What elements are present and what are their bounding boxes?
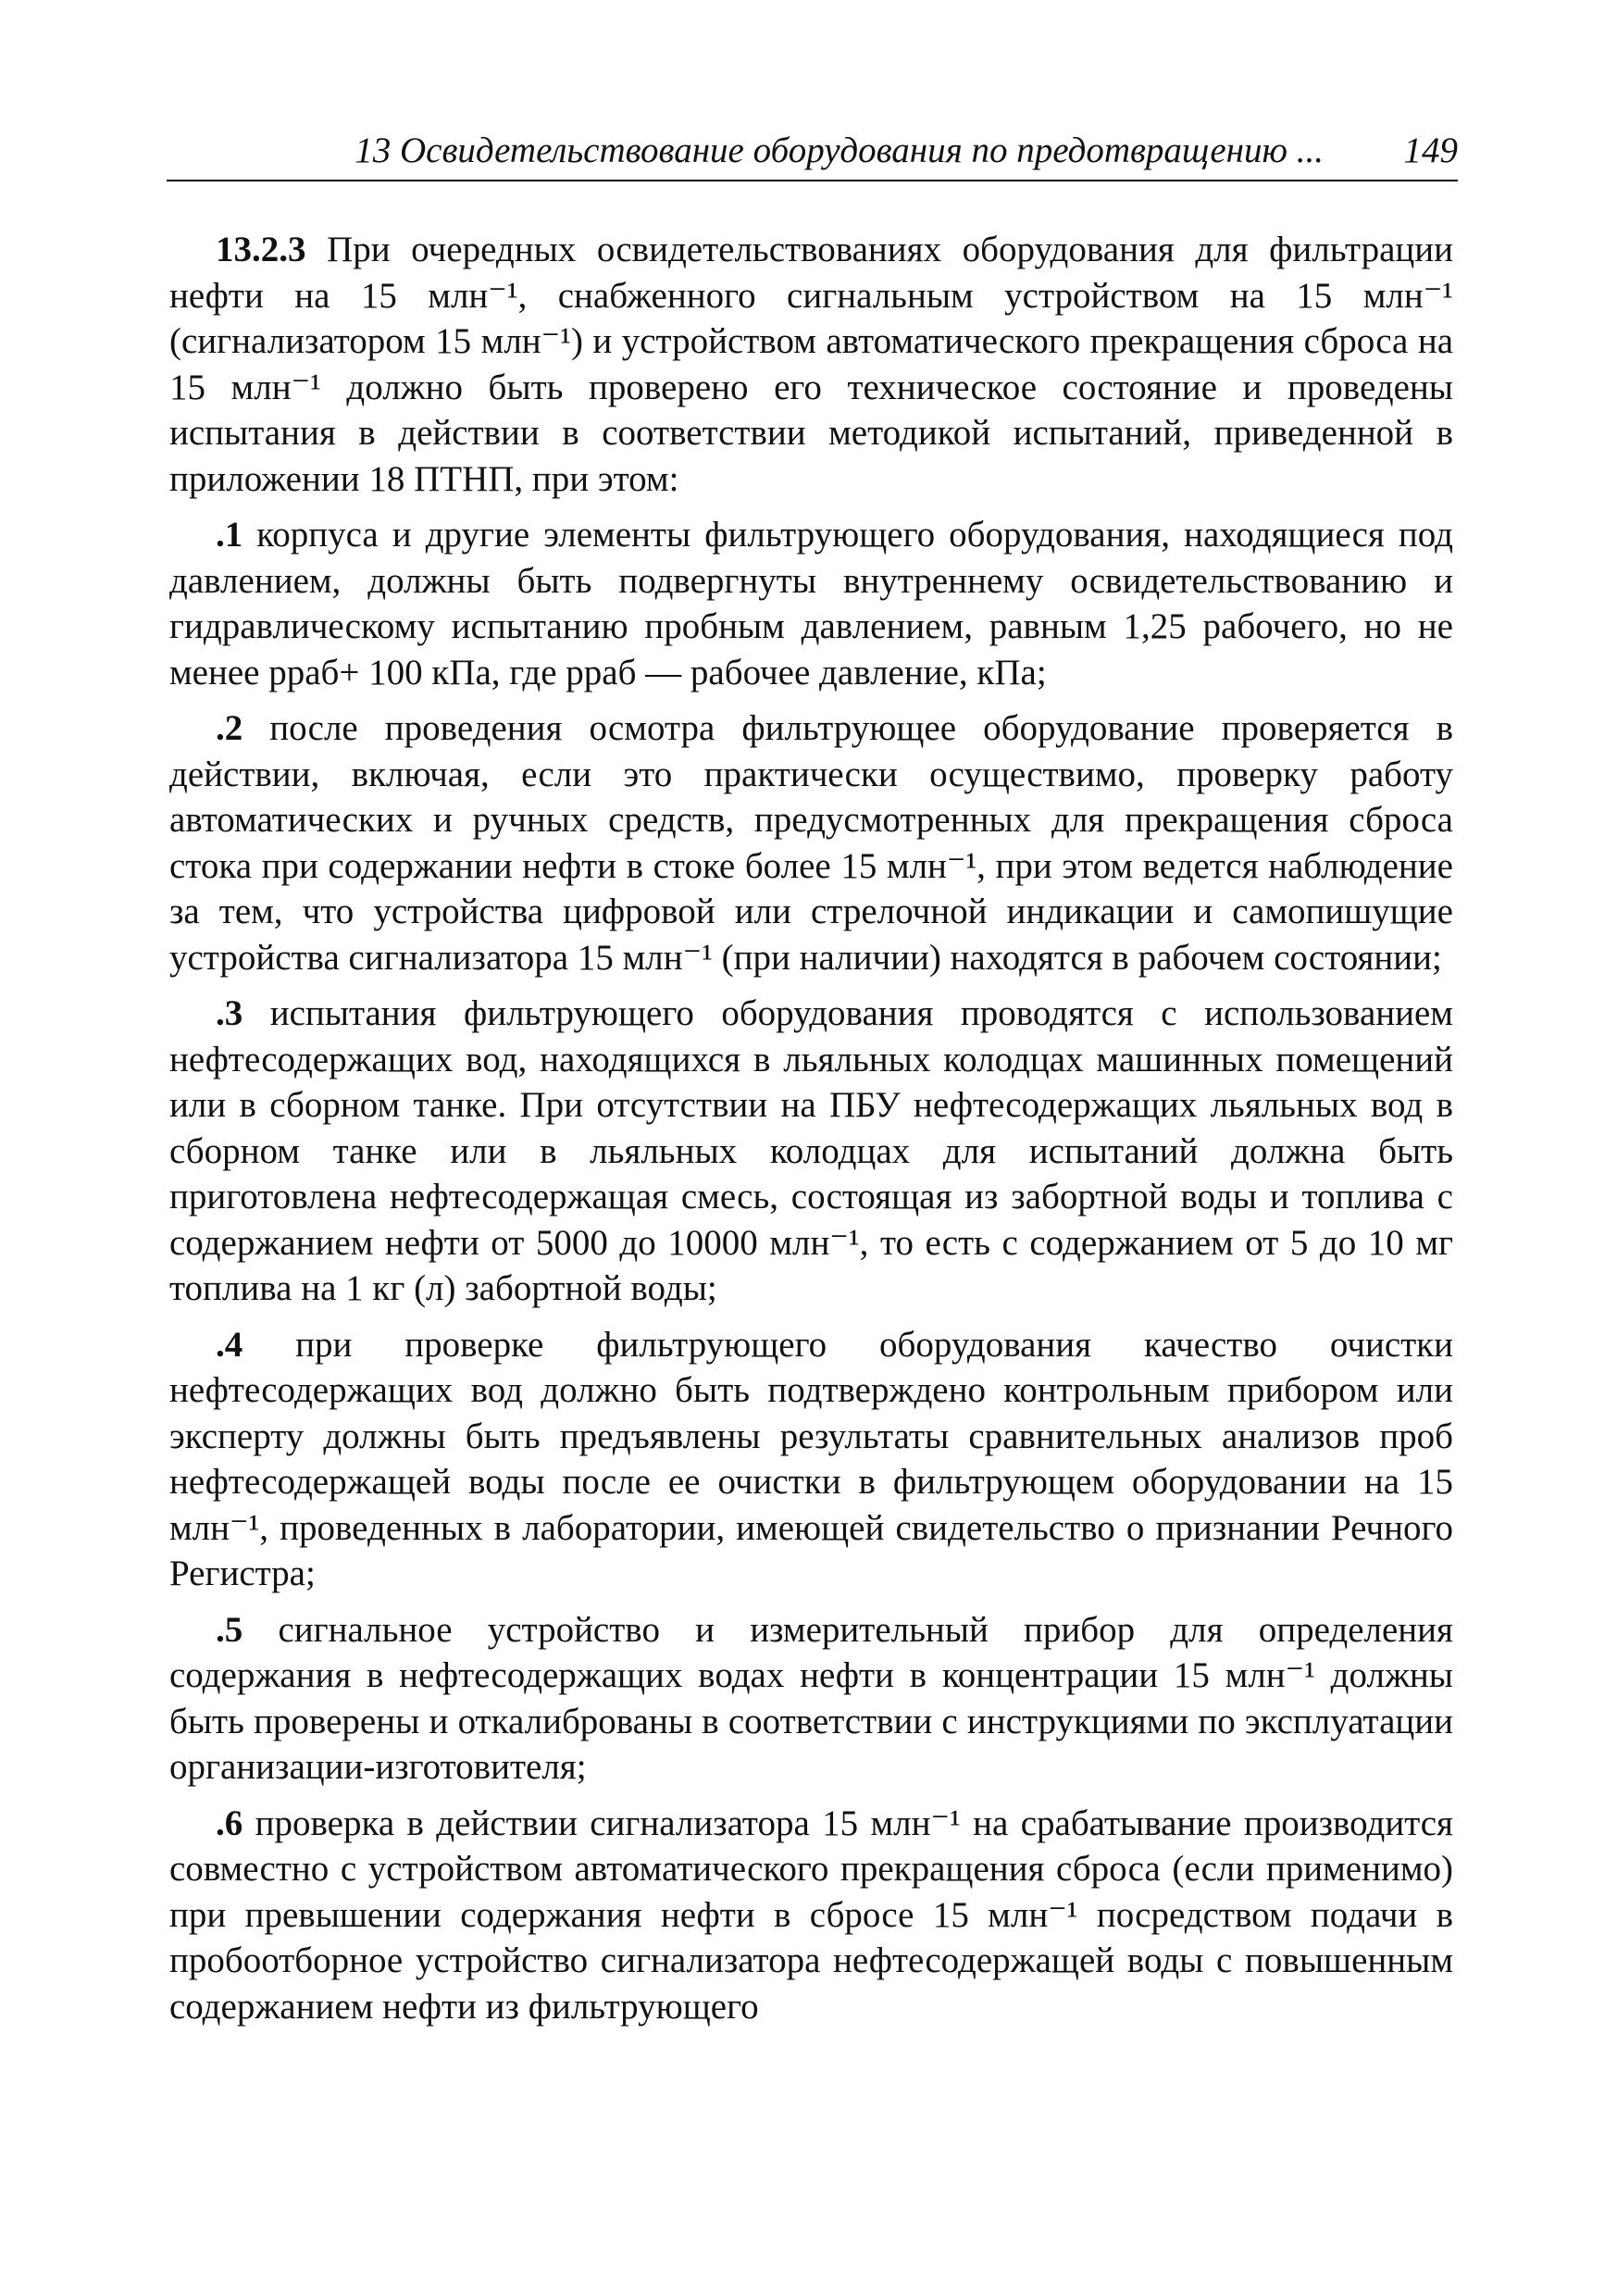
paragraph-13-2-3: [169, 227, 1453, 502]
list-item-5: [169, 1607, 1453, 1791]
list-item-number: .3: [216, 993, 243, 1033]
list-item-text: корпуса и другие элементы фильтрующего оборудования, находящиеся под давлением, должны быть подвергнуты внутреннему освидетельствованию и гидравлическому испытанию пробным давлением, равным 1,25 рабочего, но не менее pраб+ 100 кПа, где pраб — рабочее давление, кПа;: [169, 515, 1453, 693]
list-item-text: при проверке фильтрующего оборудования качество очистки нефтесодержащих вод должно быть подтверждено контрольным прибором или эксперту должны быть предъявлены результаты сравнительных анализов проб нефтесодержащей воды после ее очистки в фильтрующем оборудовании на 15 млн⁻¹, проведенных в лаборатории, имеющей свидетельство о признании Речного Регистра;: [169, 1324, 1453, 1593]
list-item-text: после проведения осмотра фильтрующее оборудование проверяется в действии, включая, если это практически осуществимо, проверку работу автоматических и ручных средств, предусмотренных для прекращения сброса стока при содержании нефти в стоке более 15 млн⁻¹, при этом ведется наблюдение за тем, что устройства цифровой или стрелочной индикации и самопишущие устройства сигнализатора 15 млн⁻¹ (при наличии) находятся в рабочем состоянии;: [169, 708, 1453, 978]
page-number: 149: [1403, 131, 1458, 170]
paragraph-number: 13.2.3: [216, 230, 306, 269]
running-title: 13 Освидетельствование оборудования по предотвращению ...: [354, 131, 1324, 170]
list-item-number: .5: [216, 1609, 243, 1650]
list-item-number: .1: [216, 515, 243, 555]
list-item-2: [169, 705, 1453, 980]
list-item-6: [169, 1801, 1453, 2030]
paragraph-text: При очередных освидетельствованиях оборудования для фильтрации нефти на 15 млн⁻¹, снабженного сигнальным устройством на 15 млн⁻¹ (сигнализатором 15 млн⁻¹) и устройством автоматического прекращения сброса на 15 млн⁻¹ должно быть проверено его техническое состояние и проведены испытания в действии в соответствии методикой испытаний, приведенной в приложении 18 ПТНП, при этом:: [169, 230, 1453, 499]
document-body: [169, 227, 1453, 2040]
page-header: [167, 120, 1458, 181]
list-item-1: [169, 512, 1453, 695]
list-item-3: [169, 991, 1453, 1312]
list-item-text: испытания фильтрующего оборудования проводятся с использованием нефтесодержащих вод, находящихся в льяльных колодцах машинных помещений или в сборном танке. При отсутствии на ПБУ нефтесодержащих льяльных вод в сборном танке или в льяльных колодцах для испытаний должна быть приготовлена нефтесодержащая смесь, состоящая из забортной воды и топлива с содержанием нефти от 5000 до 10000 млн⁻¹, то есть с содержанием от 5 до 10 мг топлива на 1 кг (л) забортной воды;: [169, 993, 1453, 1308]
list-item-4: [169, 1322, 1453, 1597]
list-item-text: проверка в действии сигнализатора 15 млн⁻¹ на срабатывание производится совместно с устройством автоматического прекращения сброса (если применимо) при превышении содержания нефти в сбросе 15 млн⁻¹ посредством подачи в пробоотборное устройство сигнализатора нефтесодержащей воды с повышенным содержанием нефти из фильтрующего: [169, 1803, 1453, 2027]
list-item-number: .4: [216, 1324, 243, 1365]
list-item-text: сигнальное устройство и измерительный прибор для определения содержания в нефтесодержащих водах нефти в концентрации 15 млн⁻¹ должны быть проверены и откалиброваны в соответствии с инструкциями по эксплуатации организации-изготовителя;: [169, 1609, 1453, 1787]
list-item-number: .6: [216, 1803, 243, 1843]
list-item-number: .2: [216, 708, 243, 748]
